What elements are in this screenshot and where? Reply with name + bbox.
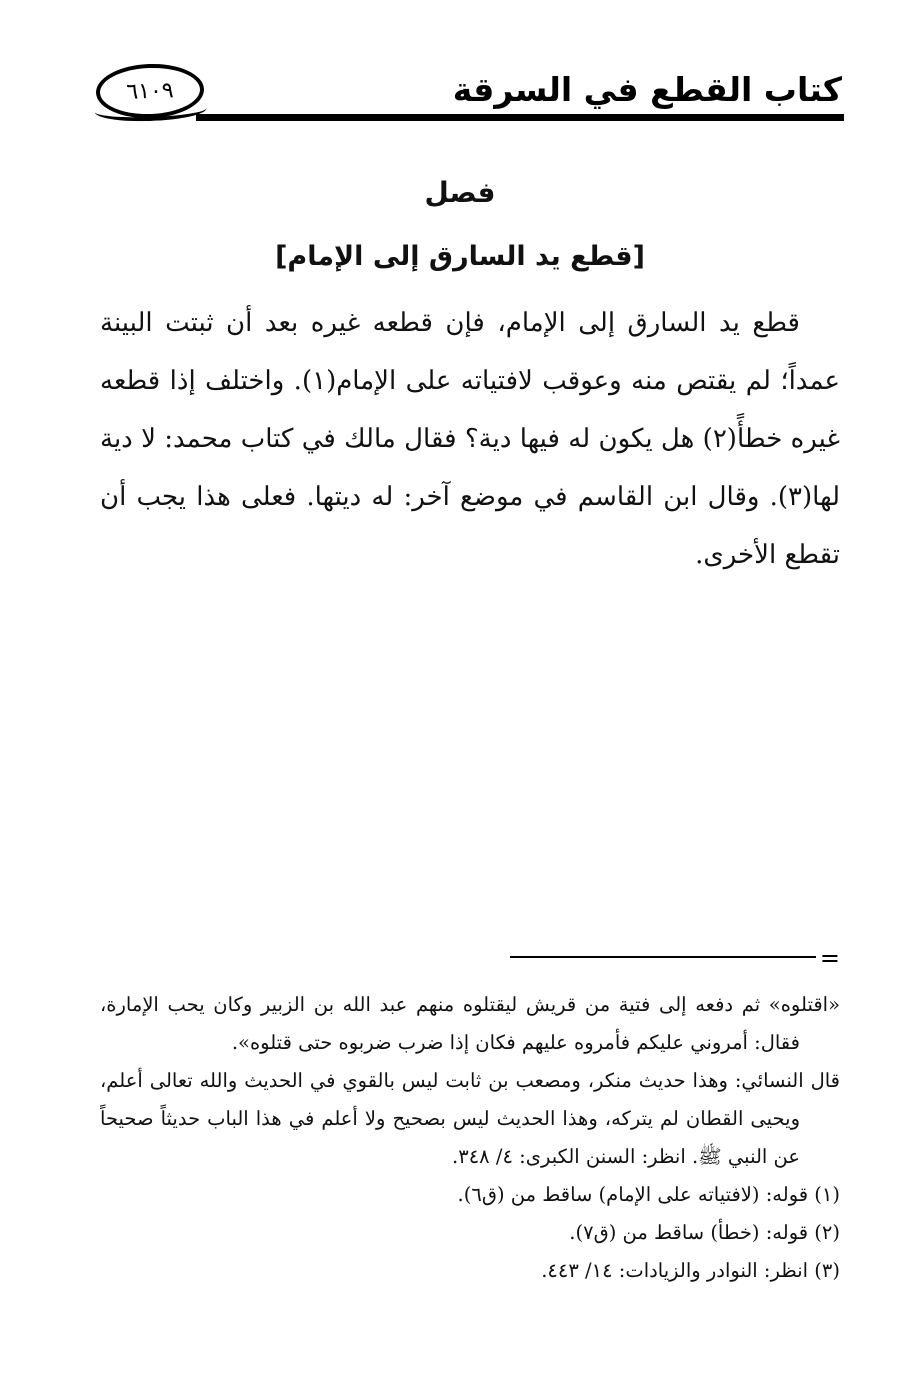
page-number-badge [95,62,205,120]
main-text [100,294,840,584]
running-header-title: كتاب القطع في السرقة [452,70,842,109]
footnote-line: قال النسائي: وهذا حديث منكر، ومصعب بن ثابت ليس بالقوي في الحديث والله تعالى أعلم، [100,1069,840,1092]
footnotes [100,986,840,1290]
footnote-3: (٣) انظر: النوادر والزيادات: ١٤/ ٤٤٣. [541,1259,840,1282]
page-number: ٦١٠٩ [125,77,175,105]
footnote-separator [510,956,816,958]
footnote-continuation-mark: = [819,944,840,972]
footnote-line: «اقتلوه» ثم دفعه إلى فتية من قريش ليقتلوه منهم عبد الله بن الزبير وكان يحب الإمارة، [100,993,840,1016]
main-paragraph: قطع يد السارق إلى الإمام، فإن قطعه غيره بعد أن ثبتت البينة عمداً؛ لم يقتص منه وعوقب لافتياته على الإمام(١). واختلف إذا قطعه غيره خطأً(٢) هل يكون له فيها دية؟ فقال مالك في كتاب محمد: لا دية لها(٣). وقال ابن القاسم في موضع آخر: له ديتها. فعلى هذا يجب أن تقطع الأخرى. [100,308,841,570]
footnote-line: فقال: أمروني عليكم فأمروه عليهم فكان إذا ضرب ضربوه حتى قتلوه». [231,1031,800,1054]
footnote-2: (٢) قوله: (خطأ) ساقط من (ق٧). [569,1221,840,1244]
section-heading: فصل [424,176,496,209]
section-subheading: [قطع يد السارق إلى الإمام] [275,241,645,272]
footnote-line: ويحيى القطان لم يتركه، وهذا الحديث ليس بصحيح ولا أعلم في هذا الباب حديثاً صحيحاً [100,1107,800,1130]
footnote-1: (١) قوله: (لافتياته على الإمام) ساقط من (ق٦). [457,1183,840,1206]
header-rule [196,114,844,121]
footnote-line: عن النبي ﷺ. انظر: السنن الكبرى: ٤/ ٣٤٨. [452,1145,800,1168]
